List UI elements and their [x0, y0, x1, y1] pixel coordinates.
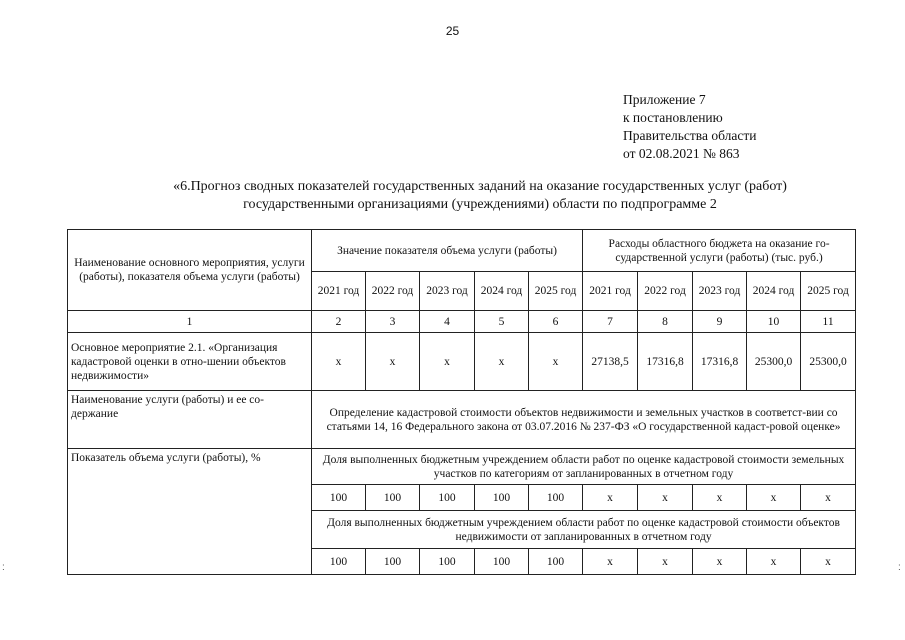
service-text: Определение кадастровой стоимости объектов недвижимости и земельных участков в соответст-вии со статьями 14, 16 Федерального закона от 03.07.2016 № 237-ФЗ «О государственной кадаст-ровой оценке»	[312, 391, 856, 449]
column-number-10: 10	[747, 311, 801, 333]
indicator-row	[68, 449, 856, 485]
service-row	[68, 391, 856, 449]
column-number-5: 5	[475, 311, 529, 333]
activity-cell-8: 17316,8	[693, 333, 747, 391]
indicator-sub2-cell-1: 100	[312, 549, 366, 575]
column-number-6: 6	[529, 311, 583, 333]
year-header-7: 2022 год	[638, 272, 693, 311]
activity-label: Основное мероприятие 2.1. «Организация кадастровой оценки в отно-шении объектов недвижимости»	[68, 333, 312, 391]
indicator-sub1-cell-1: 100	[312, 485, 366, 511]
indicator-sub2-cell-3: 100	[420, 549, 475, 575]
indicator-sub1-cell-5: 100	[529, 485, 583, 511]
column-number-4: 4	[420, 311, 475, 333]
indicator-sub1-cell-8: х	[693, 485, 747, 511]
activity-row	[68, 333, 856, 391]
activity-cell-1: х	[312, 333, 366, 391]
indicator-sub2-cell-5: 100	[529, 549, 583, 575]
indicator-sub2-cell-6: х	[583, 549, 638, 575]
year-header-1: 2021 год	[312, 272, 366, 311]
column-number-row	[68, 311, 856, 333]
indicator-sub2-cell-8: х	[693, 549, 747, 575]
header-values-cell: Значение показателя объема услуги (работы)	[312, 230, 583, 272]
year-header-6: 2021 год	[583, 272, 638, 311]
indicator-sub1-text: Доля выполненных бюджетным учреждением области работ по оценке кадастровой стоимости земельных участков по категориям от запланированных в отчетном году	[312, 449, 856, 485]
appendix-block	[623, 91, 756, 163]
indicator-sub2-cell-10: х	[801, 549, 856, 575]
year-header-9: 2024 год	[747, 272, 801, 311]
column-number-8: 8	[638, 311, 693, 333]
appendix-line-2: к постановлению	[623, 110, 723, 125]
activity-cell-4: х	[475, 333, 529, 391]
document-title	[100, 178, 860, 214]
activity-cell-9: 25300,0	[747, 333, 801, 391]
left-edge-mark: :	[2, 562, 5, 573]
indicator-sub2-cell-4: 100	[475, 549, 529, 575]
indicator-sub1-cell-6: х	[583, 485, 638, 511]
indicator-sub2-text: Доля выполненных бюджетным учреждением области работ по оценке кадастровой стоимости объектов недвижимости от запланированных в отчетном году	[312, 511, 856, 549]
header-row	[68, 230, 856, 272]
indicator-sub2-cell-9: х	[747, 549, 801, 575]
title-line-2: государственными организациями (учреждениями) области по подпрограмме 2	[243, 197, 717, 212]
indicator-sub1-cell-10: х	[801, 485, 856, 511]
year-header-2: 2022 год	[366, 272, 420, 311]
year-header-5: 2025 год	[529, 272, 583, 311]
header-expenses-cell: Расходы областного бюджета на оказание го-сударственной услуги (работы) (тыс. руб.)	[583, 230, 856, 272]
indicator-sub1-cell-4: 100	[475, 485, 529, 511]
appendix-line-4: от 02.08.2021 № 863	[623, 146, 740, 161]
activity-cell-6: 27138,5	[583, 333, 638, 391]
title-line-1: «6.Прогноз сводных показателей государственных заданий на оказание государственных услуг (работ)	[173, 179, 787, 194]
column-number-2: 2	[312, 311, 366, 333]
year-header-8: 2023 год	[693, 272, 747, 311]
indicator-sub1-cell-2: 100	[366, 485, 420, 511]
activity-cell-10: 25300,0	[801, 333, 856, 391]
right-edge-mark: :	[898, 562, 901, 573]
activity-cell-3: х	[420, 333, 475, 391]
year-header-10: 2025 год	[801, 272, 856, 311]
activity-cell-5: х	[529, 333, 583, 391]
column-number-7: 7	[583, 311, 638, 333]
appendix-line-1: Приложение 7	[623, 92, 706, 107]
column-number-11: 11	[801, 311, 856, 333]
indicator-label: Показатель объема услуги (работы), %	[68, 449, 312, 575]
indicator-sub1-cell-7: х	[638, 485, 693, 511]
appendix-line-3: Правительства области	[623, 128, 757, 143]
column-number-1: 1	[68, 311, 312, 333]
service-label: Наименование услуги (работы) и ее со-держание	[68, 391, 312, 449]
activity-cell-2: х	[366, 333, 420, 391]
page-number: 25	[445, 24, 460, 38]
year-header-4: 2024 год	[475, 272, 529, 311]
header-name-cell: Наименование основного мероприятия, услуги (работы), показателя объема услуги (работы)	[68, 230, 312, 311]
forecast-table	[67, 229, 856, 575]
indicator-sub2-cell-7: х	[638, 549, 693, 575]
indicator-sub1-cell-9: х	[747, 485, 801, 511]
year-header-3: 2023 год	[420, 272, 475, 311]
indicator-sub1-cell-3: 100	[420, 485, 475, 511]
column-number-3: 3	[366, 311, 420, 333]
indicator-sub2-cell-2: 100	[366, 549, 420, 575]
column-number-9: 9	[693, 311, 747, 333]
activity-cell-7: 17316,8	[638, 333, 693, 391]
